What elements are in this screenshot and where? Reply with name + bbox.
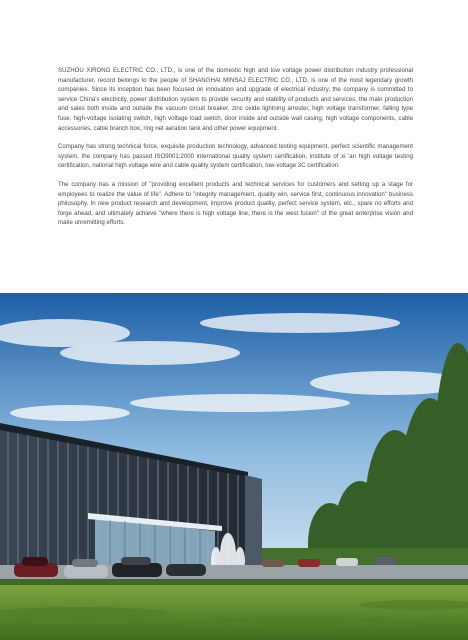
- hedge: [0, 579, 468, 585]
- intro-paragraph-1: SUZHOU XIRONG ELECTRIC CO., LTD., is one of the domestic high and low voltage power distribution industry professional manufacturer, record belongs to the people of SHANGHAI MINSAJ ELECTRIC CO., LTD, is one of the most legendary growth companies. Since its inception has been focused on innovation and upgrade of electrical industry, the company is committed to service China's electricity, power distribution system to provide security and stability of products and services, the main production and sales both inside and outside the vacuum circuit breaker, zinc oxide lightning arrester, high voltage transformer, falling type fuse, high-voltage isolating switch, high voltage load switch, door inside and outside wall casing, high voltage components, cable accessories, cable branch box, ring net aeration tank and other power equipment.: [58, 67, 413, 132]
- intro-paragraph-3: The company has a mission of "providing excellent products and technical services for customers and setting up a stage for employees to realize the value of life". Adhere to "integrity management, quality win, service first, continuous innovation" business philosophy. In new product research and development, improve product quality, perfect service system, etc., spare no efforts and forge ahead, and ultimately achieve "where there is high voltage line, there is the west fusion" of the great enterprise vision and make unremitting efforts.: [58, 180, 413, 227]
- company-intro-text: [58, 66, 413, 237]
- factory-building-photo: [0, 293, 468, 640]
- intro-paragraph-2: Company has strong technical force, exquisite production technology, advanced testing equipment, perfect scientific management system, the company has passed ISO9001:2000 international quality system certification, institute of xi 'an high voltage testing certification, national high voltage wire and cable quality system certification, low-voltage 3C certification.: [58, 143, 413, 170]
- building-side: [245, 475, 262, 565]
